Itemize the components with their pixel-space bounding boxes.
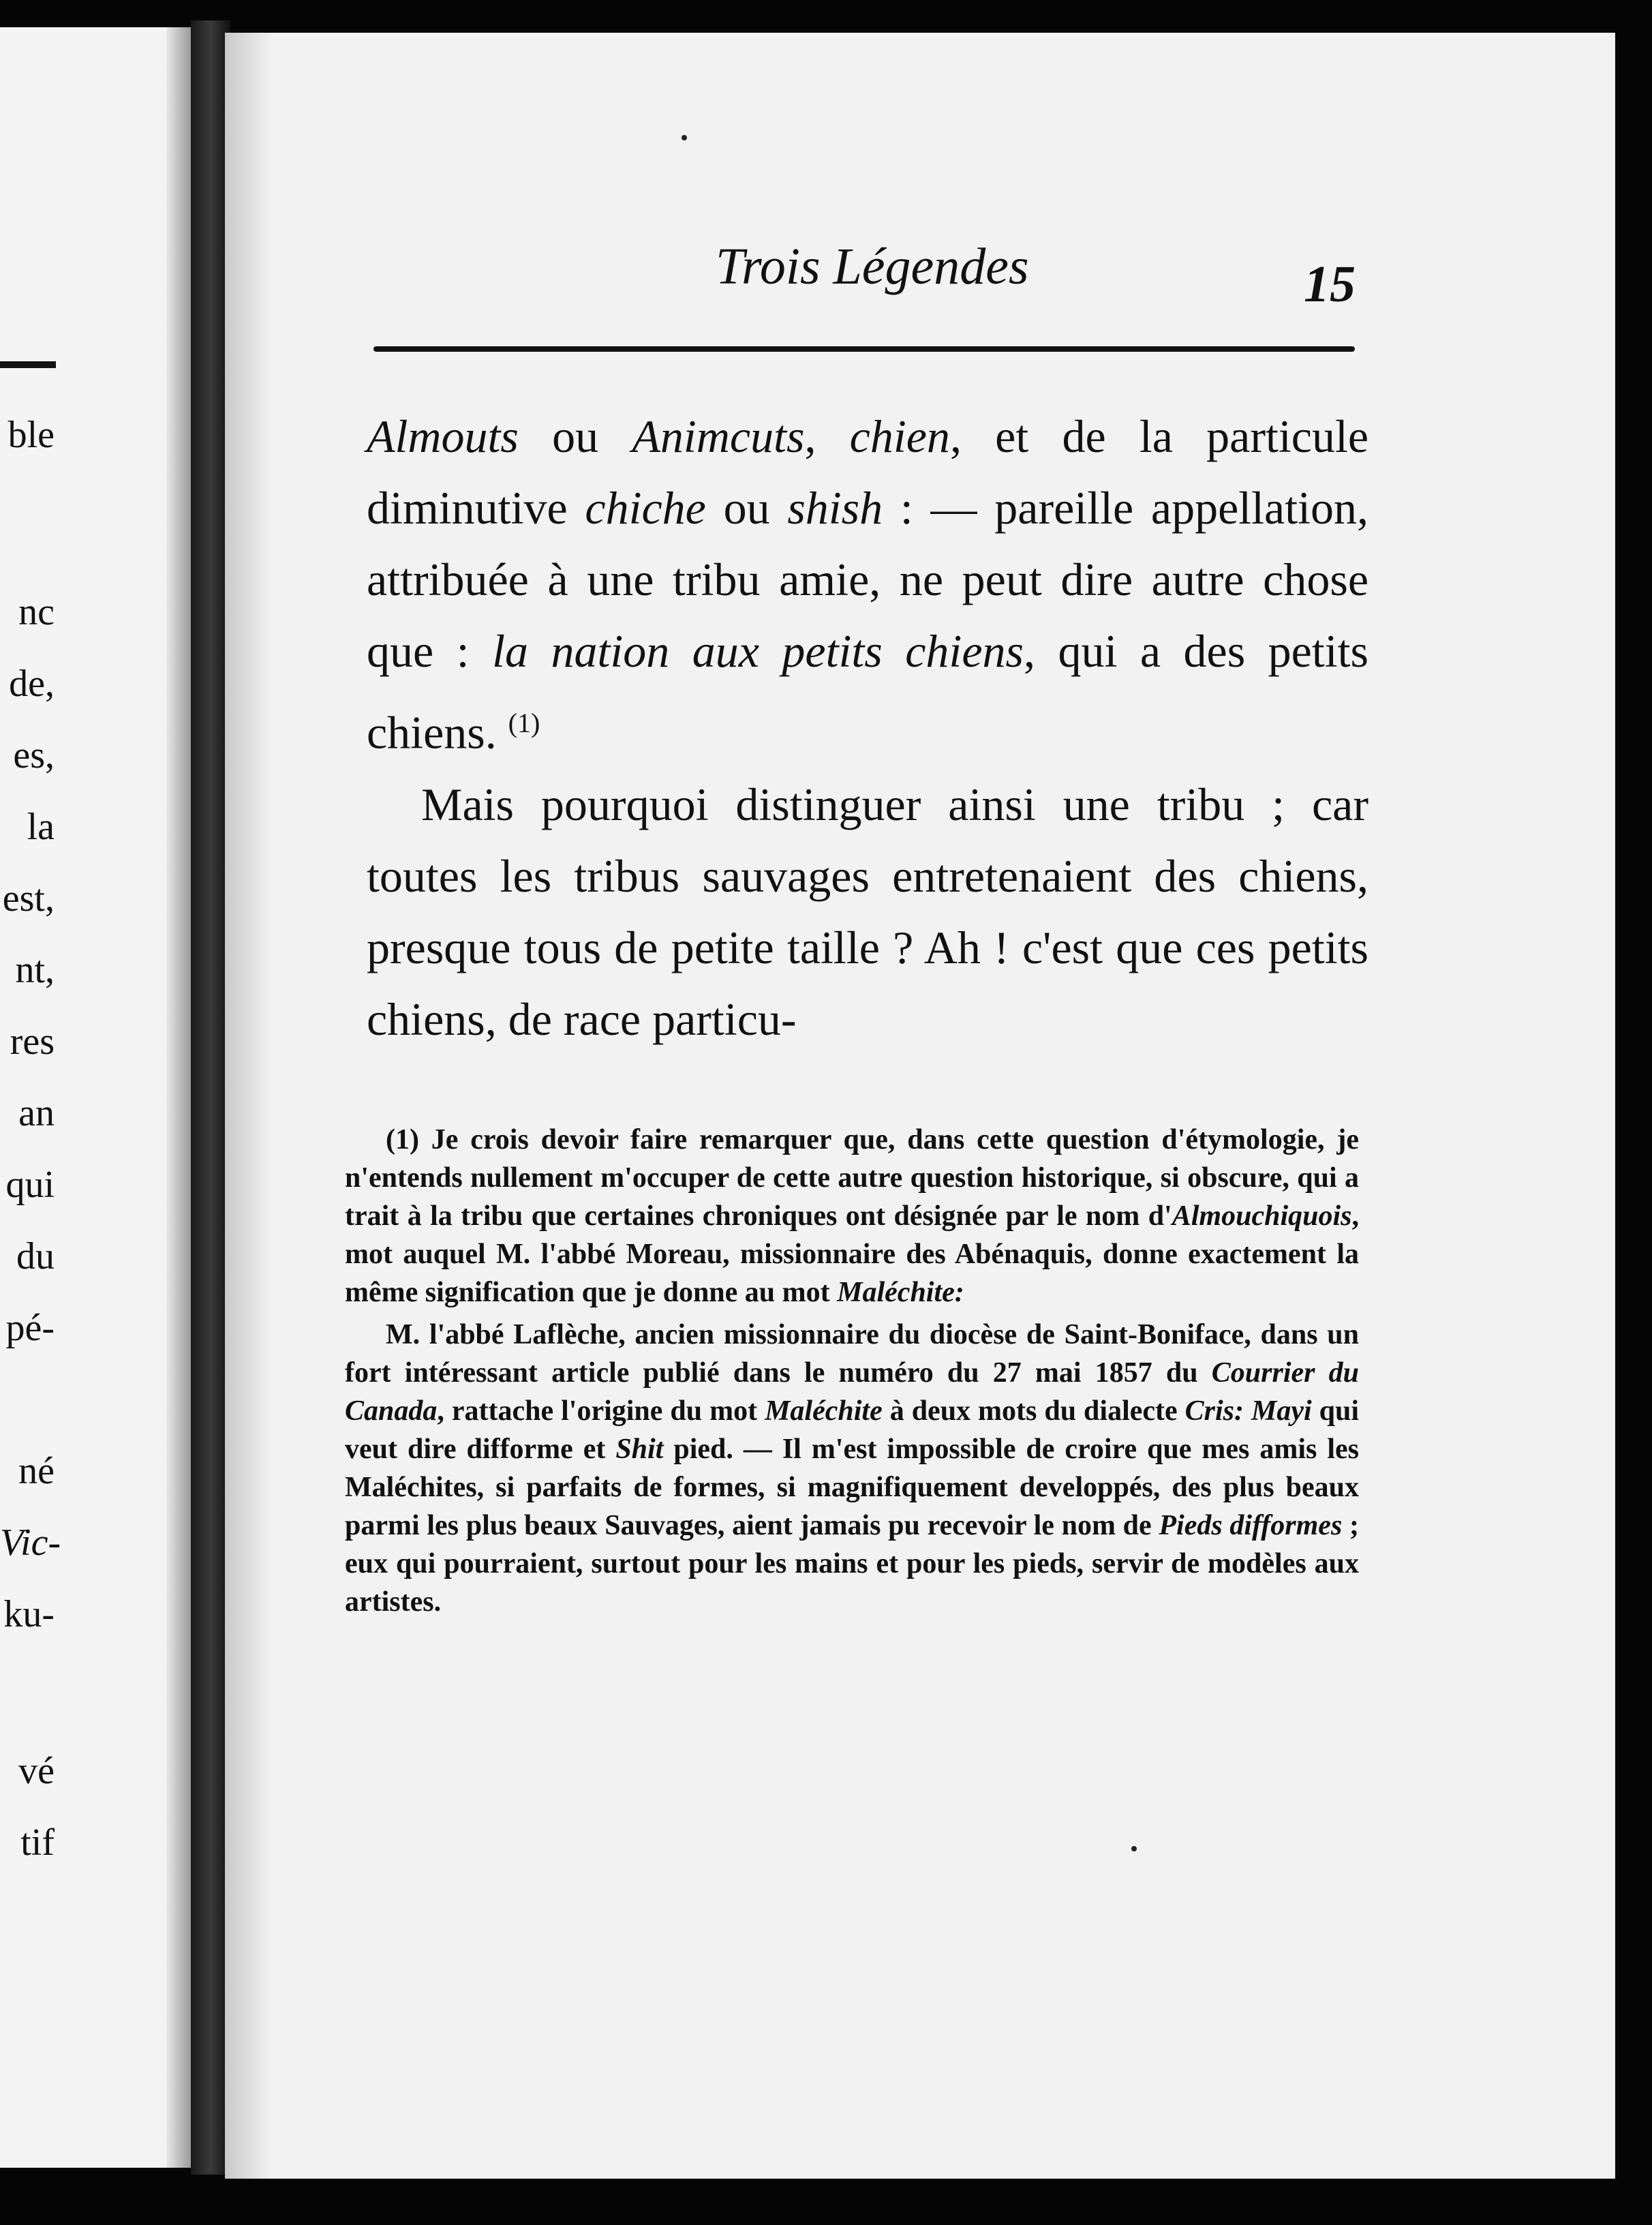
left-page-fragment: res	[10, 1020, 55, 1063]
footnote-1	[345, 1121, 1359, 1312]
left-page-fragment: vé	[18, 1750, 55, 1792]
italic-word: chien	[849, 410, 950, 462]
left-page-fragment: nc	[18, 591, 55, 633]
left-page-fragment: la	[27, 806, 55, 848]
left-page-fragment: Vic-	[0, 1522, 61, 1564]
left-page-fragment: de,	[9, 663, 55, 705]
left-page-fragment: an	[18, 1092, 55, 1134]
left-page-fragment: tif	[20, 1821, 55, 1864]
text-run: M. l'abbé Laflèche, ancien missionnaire du diocèse de Saint-Boniface, dans un fort intéressant article publié dans le numéro du 27 mai 1857 du	[345, 1319, 1359, 1389]
left-page-fragment: nt,	[15, 949, 55, 991]
left-page-fragment: du	[16, 1235, 55, 1277]
italic-word: Animcuts	[632, 410, 805, 462]
left-page-fragment: pé-	[5, 1307, 55, 1349]
left-page-fragment: ku-	[3, 1593, 55, 1635]
paragraph-2: Mais pourquoi distinguer ainsi une tribu ; car toutes les tribus sauvages entretenaient des chiens, presque tous de petite taille ? Ah ! c'est que ces petits chiens, de race particu-	[367, 778, 1368, 1045]
footnote-reference: (1)	[508, 708, 540, 738]
paper-speck	[1131, 1846, 1137, 1851]
text-run: à deux mots du dialecte	[882, 1395, 1185, 1427]
left-page-fragment: es,	[13, 734, 55, 776]
header-rule	[373, 346, 1355, 352]
text-run: , mot auquel M. l'abbé Moreau, missionnaire des Abénaquis, donne exactement la même signification que je donne au mot	[345, 1200, 1359, 1308]
left-page-rule	[0, 361, 56, 368]
footnote-2	[345, 1316, 1359, 1621]
paragraph-1	[367, 401, 1368, 769]
left-page-fragment: ble	[7, 414, 55, 456]
paper-speck	[682, 135, 687, 140]
left-page-fragment: né	[18, 1450, 55, 1492]
italic-word: Almouts	[367, 410, 519, 462]
italic-word: Maléchite:	[837, 1277, 964, 1308]
text-run: pied. — Il m'est impossible de croire que mes amis les Maléchites, si parfaits de formes, si magnifiquement developpés, des plus beaux parmi les plus beaux Sauvages, aient jamais pu recevoir le nom de	[345, 1434, 1359, 1541]
italic-phrase: Pieds difformes	[1159, 1510, 1343, 1541]
text-run: ou	[518, 410, 632, 462]
text-run: qui veut dire difforme et	[345, 1395, 1360, 1465]
left-page-fragment: qui	[5, 1164, 55, 1206]
text-run: ,	[804, 410, 850, 462]
text-run: , qui a des petits chiens.	[367, 625, 1368, 759]
left-page-fragment: est,	[2, 877, 55, 920]
text-run: : — pareille appellation, attribuée à une tribu amie, ne peut dire autre chose que :	[367, 482, 1369, 677]
text-run: , rattache l'origine du mot	[437, 1395, 765, 1427]
text-run: (1) Je crois devoir faire remarquer que, dans cette question d'étymologie, je n'entends nullement m'occuper de cette autre question historique, si obscure, qui a trait à la tribu que certaines chroniques ont désignée par le nom d'	[345, 1124, 1359, 1232]
body-text	[367, 401, 1368, 1055]
footnotes	[345, 1121, 1359, 1625]
italic-phrase: la nation aux petits chiens	[492, 625, 1024, 677]
italic-word: shish	[787, 482, 883, 534]
text-run: ou	[705, 482, 788, 534]
italic-word: Almouchiquois	[1172, 1200, 1352, 1232]
italic-word: Shit	[615, 1434, 664, 1465]
italic-phrase: Cris: Mayi	[1184, 1395, 1312, 1427]
left-facing-page	[0, 27, 191, 2168]
page-number: 15	[1304, 256, 1356, 313]
running-title: Trois Légendes	[716, 238, 1029, 295]
right-gutter-shadow	[225, 33, 273, 2179]
text-run: , et de la particule diminutive	[367, 410, 1369, 534]
italic-word: chiche	[585, 482, 706, 534]
italic-phrase: Courrier du Canada	[345, 1357, 1360, 1427]
italic-word: Maléchite	[765, 1395, 883, 1427]
right-page	[225, 33, 1615, 2179]
left-gutter-shadow	[166, 27, 191, 2168]
text-run: ; eux qui pourraient, surtout pour les mains et pour les pieds, servir de modèles aux artistes.	[345, 1510, 1359, 1618]
